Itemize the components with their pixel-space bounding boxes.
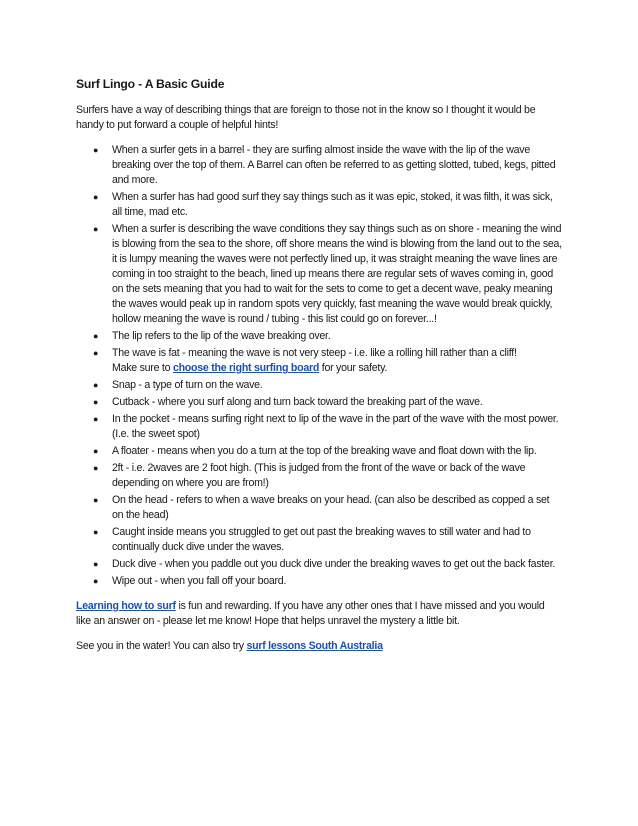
list-item: ● When a surfer gets in a barrel - they are surfing almost inside the wave with the lip of the wave breaking over the top of them. A Barrel can often be referred to as getting slotted, tubed, kegs, pitted and more. [93,144,556,186]
lingo-list [76,143,562,589]
bullet-icon: ● [93,224,99,234]
list-item: ● The wave is fat - meaning the wave is not very steep - i.e. like a rolling hill rather than a cliff! Make sure to choose the right surfing board for your safety. [93,347,517,374]
bullet-icon: ● [93,397,99,407]
closing-paragraph: Learning how to surf is fun and rewarding. If you have any other ones that I have missed and you would like an answer on - please let me know! Hope that helps unravel the mystery a little bit. [76,600,545,627]
list-item: ● When a surfer has had good surf they say things such as it was epic, stoked, it was filth, it was sick, all time, mad etc. [93,191,553,218]
bullet-icon: ● [93,145,99,155]
bullet-icon: ● [93,380,99,390]
bullet-icon: ● [93,463,99,473]
page-title: Surf Lingo - A Basic Guide [76,77,225,91]
bullet-icon: ● [93,576,99,586]
bullet-icon: ● [93,331,99,341]
list-item: ● A floater - means when you do a turn at the top of the breaking wave and float down with the lip. [93,445,537,457]
document-body [76,76,562,664]
final-paragraph: See you in the water! You can also try surf lessons South Australia [76,640,383,652]
bullet-icon: ● [93,348,99,358]
bullet-icon: ● [93,192,99,202]
list-item: ● 2ft - i.e. 2waves are 2 foot high. (This is judged from the front of the wave or back of the wave depending on where you are from!) [93,462,526,489]
list-item: ● When a surfer is describing the wave conditions they say things such as on shore - meaning the wind is blowing from the sea to the shore, off shore means the wind is blowing from the land out to the sea, it is lumpy meaning the waves were not perfectly lined up, it was straight meaning the wave lines are coming in too straight to the beach, lined up means there are regular sets of waves coming in, good on the sets meaning that you had to wait for the sets to come to get a decent wave, peaky meaning the waves would peak up in random spots very quickly, fast meaning the wave would break quickly, hollow meaning the wave is round / tubing - this list could go on forever...! [93,223,562,325]
list-item: ● On the head - refers to when a wave breaks on your head. (can also be described as copped a set on the head) [93,494,550,521]
surf-lessons-link[interactable]: surf lessons South Australia [246,640,383,652]
learning-how-to-surf-link[interactable]: Learning how to surf [76,600,176,612]
bullet-icon: ● [93,527,99,537]
list-item: ● Duck dive - when you paddle out you duck dive under the breaking waves to get out the back faster. [93,558,556,570]
list-item: ● In the pocket - means surfing right next to lip of the wave in the part of the wave with the most power. (I.e. the sweet spot) [93,413,559,440]
list-item: ● Cutback - where you surf along and turn back toward the breaking part of the wave. [93,396,483,408]
list-item: ● Caught inside means you struggled to get out past the breaking waves to still water and had to continually duck dive under the waves. [93,526,531,553]
bullet-icon: ● [93,446,99,456]
bullet-icon: ● [93,495,99,505]
list-item: ● Snap - a type of turn on the wave. [93,379,263,391]
choose-surfing-board-link[interactable]: choose the right surfing board [172,362,320,374]
list-item: ● Wipe out - when you fall off your board. [93,575,287,587]
list-item: ● The lip refers to the lip of the wave breaking over. [93,330,331,342]
bullet-icon: ● [93,414,99,424]
bullet-icon: ● [93,559,99,569]
intro-paragraph: Surfers have a way of describing things that are foreign to those not in the know so I thought it would be handy to put forward a couple of helpful hints! [76,104,536,131]
